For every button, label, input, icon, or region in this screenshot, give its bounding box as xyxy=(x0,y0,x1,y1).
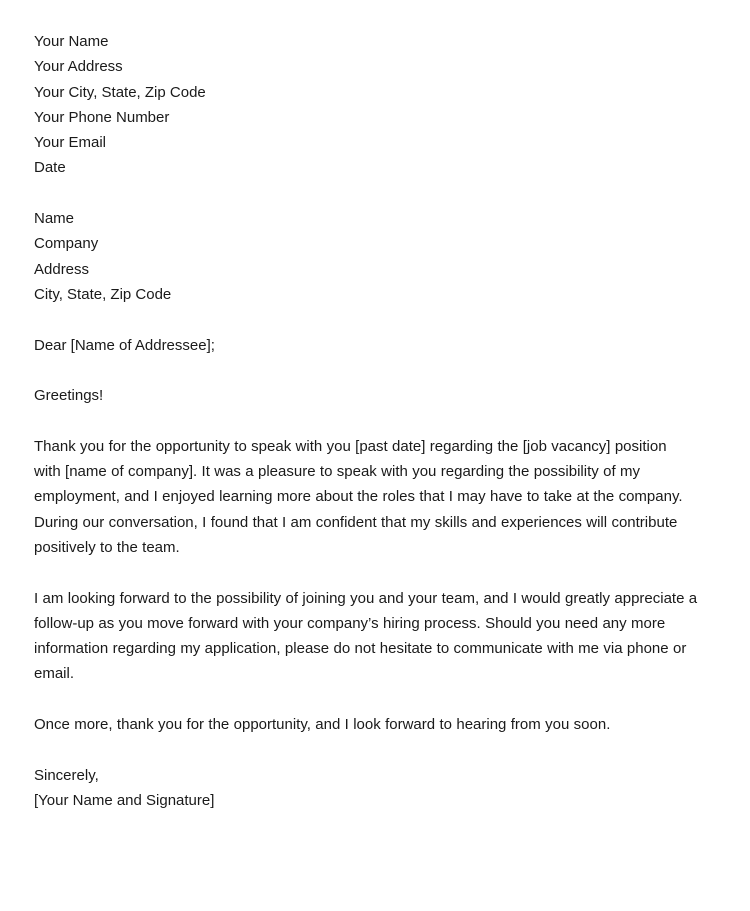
greeting: Greetings! xyxy=(34,387,104,405)
sender-block xyxy=(34,29,724,181)
paragraph-line: Once more, thank you for the opportunity, and I look forward to hearing from you soon. xyxy=(34,716,611,734)
sender-phone: Your Phone Number xyxy=(34,108,170,126)
sender-name: Your Name xyxy=(34,33,109,50)
recipient-company: Company xyxy=(34,235,99,253)
sender-city-state-zip: Your City, State, Zip Code xyxy=(34,83,206,101)
paragraph-line: Thank you for the opportunity to speak with you [past date] regarding the [job vacancy] position xyxy=(34,437,667,455)
body-paragraph-1 xyxy=(34,434,724,560)
recipient-block xyxy=(34,206,724,307)
thank-you-letter xyxy=(34,29,724,813)
recipient-address: Address xyxy=(34,260,90,278)
spacer xyxy=(34,181,724,206)
recipient-city-state-zip: City, State, Zip Code xyxy=(34,285,172,303)
spacer xyxy=(34,687,724,712)
salutation: Dear [Name of Addressee]; xyxy=(34,336,215,354)
paragraph-line: employment, and I enjoyed learning more about the roles that I may have to take at the company. xyxy=(34,488,683,506)
body-paragraph-2 xyxy=(34,586,724,687)
spacer xyxy=(34,408,724,433)
closing: Sincerely, xyxy=(34,766,99,784)
sender-email: Your Email xyxy=(34,134,106,152)
body-paragraph-3 xyxy=(34,712,724,737)
spacer xyxy=(34,737,724,762)
paragraph-line: follow-up as you move forward with your company’s hiring process. Should you need any more xyxy=(34,614,666,632)
paragraph-line: positively to the team. xyxy=(34,538,180,556)
paragraph-line: information regarding my application, please do not hesitate to communicate with me via phone or xyxy=(34,640,687,658)
sender-address: Your Address xyxy=(34,58,123,76)
paragraph-line: During our conversation, I found that I am confident that my skills and experiences will contribute xyxy=(34,513,678,531)
signature: [Your Name and Signature] xyxy=(34,791,215,809)
spacer xyxy=(34,560,724,585)
paragraph-line: I am looking forward to the possibility of joining you and your team, and I would greatly appreciate a xyxy=(34,589,698,607)
spacer xyxy=(34,307,724,332)
recipient-name: Name xyxy=(34,210,75,228)
letter-date: Date xyxy=(34,159,66,177)
paragraph-line: email. xyxy=(34,665,75,683)
spacer xyxy=(34,358,724,383)
paragraph-line: with [name of company]. It was a pleasure to speak with you regarding the possibility of my xyxy=(34,463,640,481)
